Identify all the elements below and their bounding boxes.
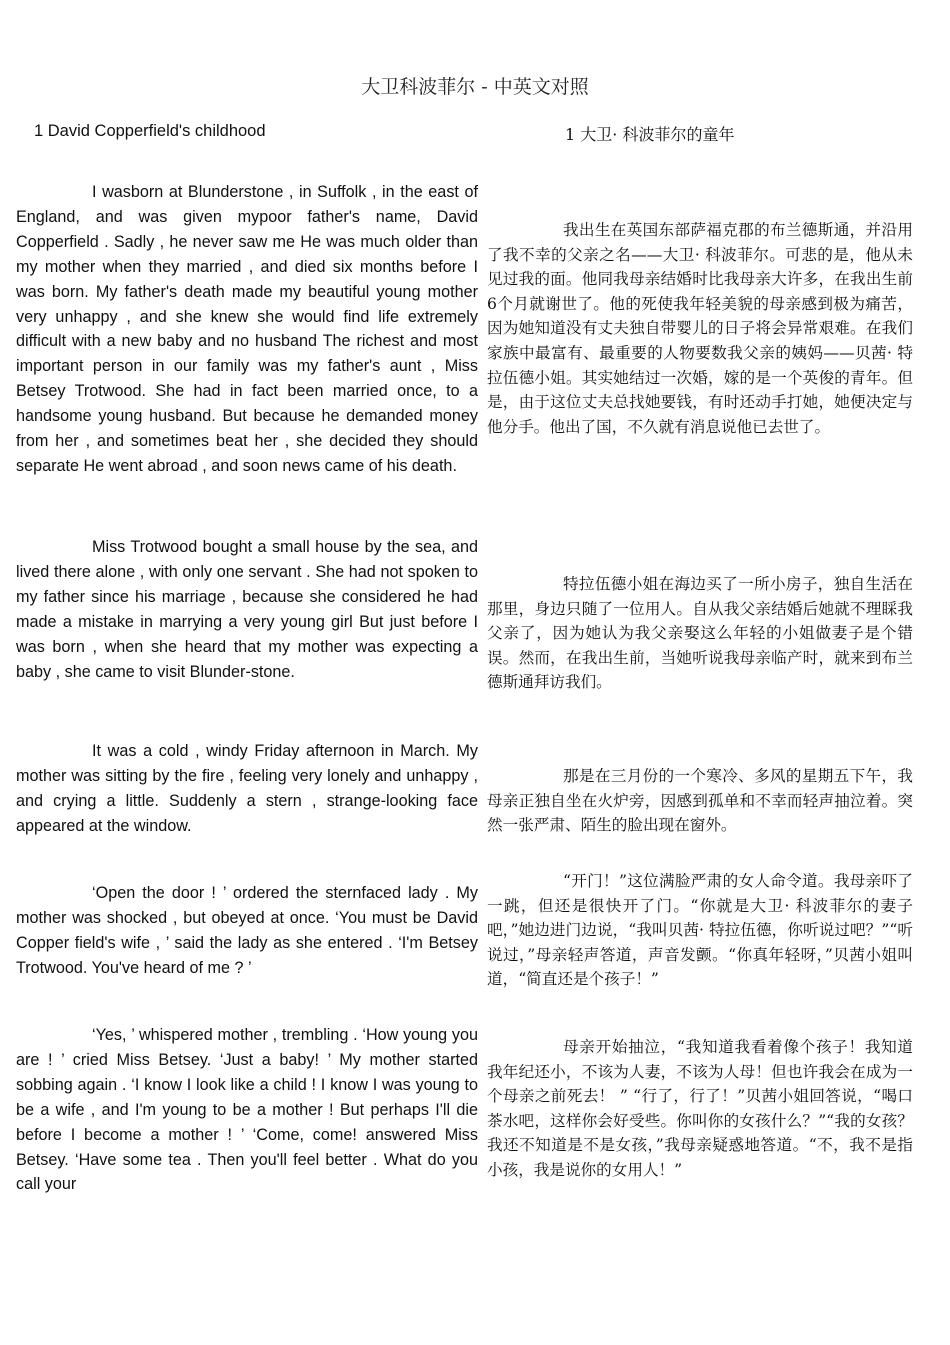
english-paragraph-3	[16, 739, 478, 839]
chinese-paragraph-4	[487, 869, 913, 992]
paragraph-text: ‘Open the door ! ’ ordered the sternfaced lady . My mother was shocked , but obeyed at once. ‘You must be David Copper field's wife , ’ said the lady as she entered . ‘I'm Betsey Trotwood. You've heard of me ? ’	[16, 884, 478, 977]
document-title: 大卫科波菲尔 - 中英文对照	[361, 76, 589, 98]
paragraph-text: 那是在三月份的一个寒冷、多风的星期五下午，我母亲正独自坐在火炉旁，因感到孤单和不幸而轻声抽泣着。突然一张严肃、陌生的脸出现在窗外。	[487, 767, 913, 835]
paragraph-text: 特拉伍德小姐在海边买了一所小房子，独自生活在那里，身边只随了一位用人。自从我父亲结婚后她就不理睬我父亲了，因为她认为我父亲娶这么年轻的小姐做妻子是个错误。然而，在我出生前，当她听说我母亲临产时，就来到布兰德斯通拜访我们。	[487, 575, 913, 692]
english-paragraph-5	[16, 1023, 478, 1197]
chinese-paragraph-2	[487, 572, 913, 695]
chinese-paragraph-3	[487, 764, 913, 838]
english-paragraph-4	[16, 881, 478, 981]
chapter-heading-english: 1 David Copperfield's childhood	[34, 122, 266, 140]
chapter-heading-chinese: 1 大卫· 科波菲尔的童年	[565, 125, 735, 144]
paragraph-text: I wasborn at Blunderstone , in Suffolk , in the east of England, and was given mypoor father's name, David Copperfield . Sadly , he never saw me He was much older than my mother when they married , and died six months before I was born. My father's death made my beautiful young mother very unhappy , and she knew she would find life extremely difficult with a new baby and no husband The richest and most important person in our family was my father's aunt , Miss Betsey Trotwood. She had in fact been married once, to a handsome young husband. But because he demanded money from her , and sometimes beat her , she decided they should separate He went abroad , and soon news came of his death.	[16, 183, 478, 475]
paragraph-text: 母亲开始抽泣，“我知道我看着像个孩子！我知道我年纪还小，不该为人妻，不该为人母！但也许我会在成为一个母亲之前死去！ ” “行了，行了！”贝茜小姐回答说，“喝口茶水吧，这样你会好受些。你叫你的女孩什么？”“我的女孩？我还不知道是不是女孩，”我母亲疑惑地答道。“不，我不是指小孩，我是说你的女用人！”	[487, 1038, 913, 1179]
english-paragraph-2	[16, 535, 478, 684]
paragraph-text: It was a cold , windy Friday afternoon in March. My mother was sitting by the fire , feeling very lonely and unhappy , and crying a little. Suddenly a stern , strange-looking face appeared at the window.	[16, 742, 478, 835]
english-paragraph-1	[16, 180, 478, 479]
chinese-paragraph-5	[487, 1035, 913, 1183]
paragraph-text: “开门！”这位满脸严肃的女人命令道。我母亲吓了一跳，但还是很快开了门。“你就是大卫· 科波菲尔的妻子吧，”她边进门边说，“我叫贝茜· 特拉伍德，你听说过吧？”“听说过，”母亲轻声答道，声音发颤。“你真年轻呀，”贝茜小姐叫道，“简直还是个孩子！”	[487, 872, 913, 989]
paragraph-text: 我出生在英国东部萨福克郡的布兰德斯通，并沿用了我不幸的父亲之名——大卫· 科波菲尔。可悲的是，他从未见过我的面。他同我母亲结婚时比我母亲大许多，在我出生前 6个月就谢世了。他的死使我年轻美貌的母亲感到极为痛苦，因为她知道没有丈夫独自带婴儿的日子将会异常艰难。在我们家族中最富有、最重要的人物要数我父亲的姨妈——贝茜· 特拉伍德小姐。其实她结过一次婚，嫁的是一个英俊的青年。但是，由于这位丈夫总找她要钱，有时还动手打她，她便决定与他分手。他出了国，不久就有消息说他已去世了。	[487, 221, 913, 436]
paragraph-text: ‘Yes, ’ whispered mother , trembling . ‘How young you are ! ’ cried Miss Betsey. ‘Just a baby! ’ My mother started sobbing again . ‘I know I look like a child ! I know I was young to be a wife , and I'm young to be a mother ! But perhaps I'll die before I become a mother ! ’ ‘Come, come! answered Miss Betsey. ‘Have some tea . Then you'll feel better . What do you call your	[16, 1026, 478, 1194]
chinese-paragraph-1	[487, 218, 913, 439]
paragraph-text: Miss Trotwood bought a small house by the sea, and lived there alone , with only one servant . She had not spoken to my father since his marriage , because she considered he had made a mistake in marrying a very young girl But just before I was born , when she heard that my mother was expecting a baby , she came to visit Blunder-stone.	[16, 538, 478, 681]
